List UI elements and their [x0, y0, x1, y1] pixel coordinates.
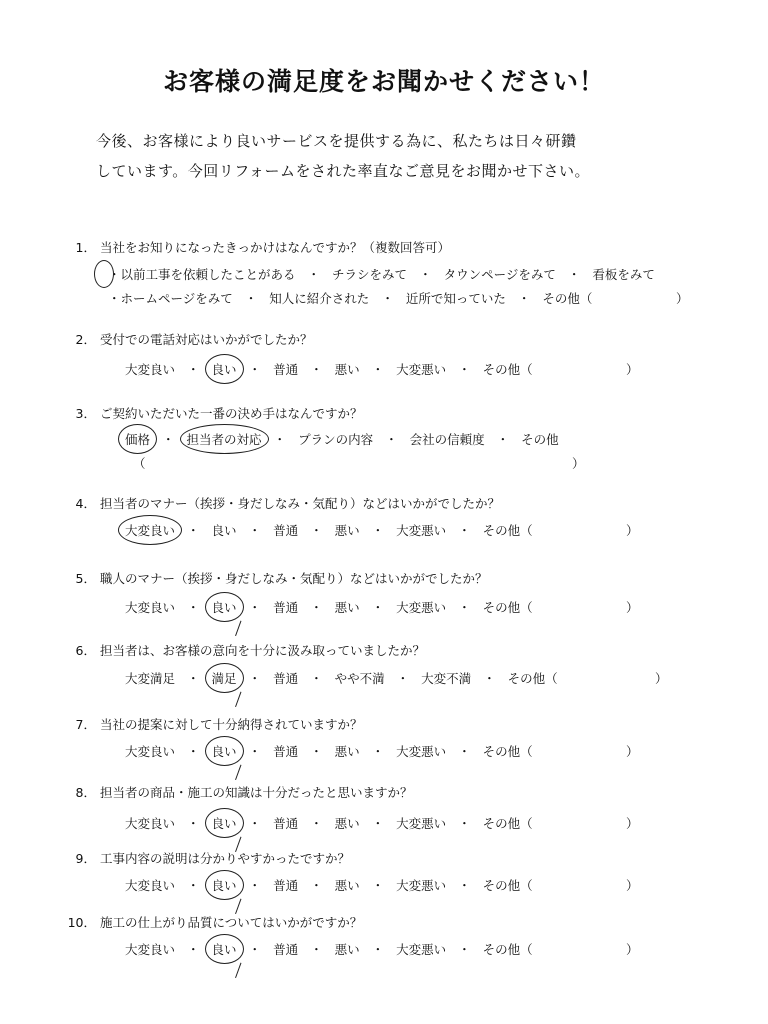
q1-option[interactable]: タウンページをみて — [443, 267, 556, 282]
q6-option[interactable]: 普通 — [273, 671, 299, 686]
q7-option-other[interactable]: その他（ — [482, 744, 533, 759]
q5-option[interactable]: 悪い — [334, 600, 360, 615]
answer-circle-mark — [94, 260, 114, 288]
question-3 — [70, 404, 363, 422]
q5-options: 大変良い ・ 良い ・ 普通 ・ 悪い ・ 大変悪い ・ その他（ — [125, 598, 533, 616]
question-text: 工事内容の説明は分かりやすかったですか？ — [100, 851, 351, 866]
q7-option-selected[interactable]: 良い — [212, 742, 237, 760]
close-paren: ） — [655, 671, 668, 686]
q10-option[interactable]: 悪い — [334, 942, 360, 957]
close-paren: ） — [626, 362, 639, 377]
q7-option[interactable]: 悪い — [334, 744, 360, 759]
q4-option[interactable]: 悪い — [334, 523, 360, 538]
q1-options-row-1: ・ 以前工事を依頼したことがある ・ チラシをみて ・ タウンページをみて ・ 看板をみて — [108, 265, 655, 283]
q5-option[interactable]: 普通 — [273, 600, 299, 615]
q2-option[interactable]: 悪い — [334, 362, 360, 377]
q8-option-other[interactable]: その他（ — [482, 816, 533, 831]
q3-option[interactable]: 会社の信頼度 — [409, 432, 485, 447]
q2-options: 大変良い ・ 良い ・ 普通 ・ 悪い ・ 大変悪い ・ その他（ — [125, 360, 533, 378]
question-number: 6． — [75, 643, 96, 658]
q4-option-selected[interactable]: 大変良い — [125, 521, 175, 539]
q9-option[interactable]: 悪い — [334, 878, 360, 893]
q4-option[interactable]: 大変悪い — [396, 523, 447, 538]
q5-option[interactable]: 大変良い — [125, 600, 176, 615]
q1-option[interactable]: 近所で知っていた — [405, 291, 506, 306]
q7-options: 大変良い ・ 良い ・ 普通 ・ 悪い ・ 大変悪い ・ その他（ — [125, 742, 533, 760]
q8-option[interactable]: 普通 — [273, 816, 299, 831]
question-text: 職人のマナー（挨拶・身だしなみ・気配り）などはいかがでしたか？ — [100, 571, 488, 586]
close-paren: ） — [626, 942, 639, 957]
q3-option-other[interactable]: その他 — [521, 432, 559, 447]
question-text: 担当者のマナー（挨拶・身だしなみ・気配り）などはいかがでしたか？ — [100, 496, 501, 511]
q4-option[interactable]: 良い — [211, 523, 237, 538]
question-1 — [70, 238, 450, 256]
question-number: 9． — [75, 851, 96, 866]
q9-option[interactable]: 大変良い — [125, 878, 176, 893]
q6-option[interactable]: やや不満 — [334, 671, 385, 686]
q4-options: 大変良い ・ 良い ・ 普通 ・ 悪い ・ 大変悪い ・ その他（ — [125, 521, 533, 539]
close-paren: ） — [626, 878, 639, 893]
q1-option[interactable]: 看板をみて — [592, 267, 655, 282]
q2-option-selected[interactable]: 良い — [212, 360, 237, 378]
intro-line-1: 今後、お客様により良いサービスを提供する為に、私たちは日々研鑽 — [96, 132, 577, 150]
question-text: 担当者は、お客様の意向を十分に汲み取っていましたか？ — [100, 643, 426, 658]
question-7 — [70, 715, 363, 733]
question-text: 担当者の商品・施工の知識は十分だったと思いますか？ — [100, 785, 413, 800]
q8-option-selected[interactable]: 良い — [212, 814, 237, 832]
q8-option[interactable]: 大変良い — [125, 816, 176, 831]
q1-option[interactable]: チラシをみて — [332, 267, 408, 282]
question-number: 1． — [75, 240, 96, 255]
q5-option[interactable]: 大変悪い — [396, 600, 447, 615]
q9-option[interactable]: 大変悪い — [396, 878, 447, 893]
close-paren: ） — [676, 291, 689, 306]
q3-option-selected[interactable]: 担当者の対応 — [187, 430, 262, 448]
q10-option-selected[interactable]: 良い — [212, 940, 237, 958]
q5-option-other[interactable]: その他（ — [482, 600, 533, 615]
close-paren: ） — [626, 523, 639, 538]
q10-options: 大変良い ・ 良い ・ 普通 ・ 悪い ・ 大変悪い ・ その他（ — [125, 940, 533, 958]
close-paren: ） — [572, 456, 585, 471]
q4-option[interactable]: 普通 — [273, 523, 299, 538]
survey-title: お客様の満足度をお聞かせください！ — [162, 67, 605, 96]
q8-option[interactable]: 大変悪い — [396, 816, 447, 831]
q1-options-row-2: ・ホームページをみて ・ 知人に紹介された ・ 近所で知っていた ・ その他（ — [108, 291, 593, 306]
q6-option-other[interactable]: その他（ — [507, 671, 558, 686]
intro-line-2: しています。今回リフォームをされた率直なご意見をお聞かせ下さい。 — [96, 162, 591, 180]
q10-option[interactable]: 普通 — [273, 942, 299, 957]
q7-option[interactable]: 大変良い — [125, 744, 176, 759]
q3-option[interactable]: プランの内容 — [298, 432, 374, 447]
question-9 — [70, 849, 350, 867]
q5-option-selected[interactable]: 良い — [212, 598, 237, 616]
question-text: 施工の仕上がり品質についてはいかがですか？ — [100, 915, 363, 930]
q6-option[interactable]: 大変満足 — [125, 671, 176, 686]
q1-option-other[interactable]: その他（ — [542, 291, 593, 306]
q8-options: 大変良い ・ 良い ・ 普通 ・ 悪い ・ 大変悪い ・ その他（ — [125, 814, 533, 832]
q9-option-other[interactable]: その他（ — [482, 878, 533, 893]
q6-option[interactable]: 大変不満 — [421, 671, 472, 686]
q9-option[interactable]: 普通 — [273, 878, 299, 893]
q7-option[interactable]: 普通 — [273, 744, 299, 759]
q4-option-other[interactable]: その他（ — [482, 523, 533, 538]
question-2 — [70, 330, 313, 348]
question-text: ご契約いただいた一番の決め手はなんですか？ — [100, 406, 363, 421]
question-text: 受付での電話対応はいかがでしたか？ — [100, 332, 313, 347]
q3-options: 価格 ・ 担当者の対応 ・ プランの内容 ・ 会社の信頼度 ・ その他 — [125, 430, 559, 448]
q9-option-selected[interactable]: 良い — [212, 876, 237, 894]
q10-option[interactable]: 大変悪い — [396, 942, 447, 957]
q1-option[interactable]: ・ホームページをみて — [108, 291, 233, 306]
q1-option[interactable]: 知人に紹介された — [269, 291, 370, 306]
question-text: 当社をお知りになったきっかけはなんですか？（複数回答可） — [100, 240, 451, 255]
open-paren: （ — [133, 456, 146, 471]
q6-options: 大変満足 ・ 満足 ・ 普通 ・ やや不満 ・ 大変不満 ・ その他（ — [125, 669, 558, 687]
question-5 — [70, 569, 488, 587]
q10-option-other[interactable]: その他（ — [482, 942, 533, 957]
question-number: 8． — [75, 785, 96, 800]
question-number: 10． — [67, 915, 96, 930]
q2-option[interactable]: 普通 — [273, 362, 299, 377]
question-6 — [70, 641, 425, 659]
question-number: 2． — [75, 332, 96, 347]
q6-option-selected[interactable]: 満足 — [212, 669, 237, 687]
q2-option[interactable]: 大変悪い — [396, 362, 447, 377]
question-number: 3． — [75, 406, 96, 421]
question-10 — [62, 913, 362, 931]
question-number: 5． — [75, 571, 96, 586]
q2-option[interactable]: 大変良い — [125, 362, 176, 377]
question-number: 7． — [75, 717, 96, 732]
q7-option[interactable]: 大変悪い — [396, 744, 447, 759]
q9-options: 大変良い ・ 良い ・ 普通 ・ 悪い ・ 大変悪い ・ その他（ — [125, 876, 533, 894]
q3-option-selected[interactable]: 価格 — [125, 430, 150, 448]
q2-option-other[interactable]: その他（ — [482, 362, 533, 377]
question-8 — [70, 783, 413, 801]
q8-option[interactable]: 悪い — [334, 816, 360, 831]
question-4 — [70, 494, 500, 512]
question-text: 当社の提案に対して十分納得されていますか？ — [100, 717, 363, 732]
close-paren: ） — [626, 816, 639, 831]
close-paren: ） — [626, 744, 639, 759]
close-paren: ） — [626, 600, 639, 615]
question-number: 4． — [75, 496, 96, 511]
q10-option[interactable]: 大変良い — [125, 942, 176, 957]
q1-option[interactable]: ・ 以前工事を依頼したことがある — [108, 265, 296, 283]
